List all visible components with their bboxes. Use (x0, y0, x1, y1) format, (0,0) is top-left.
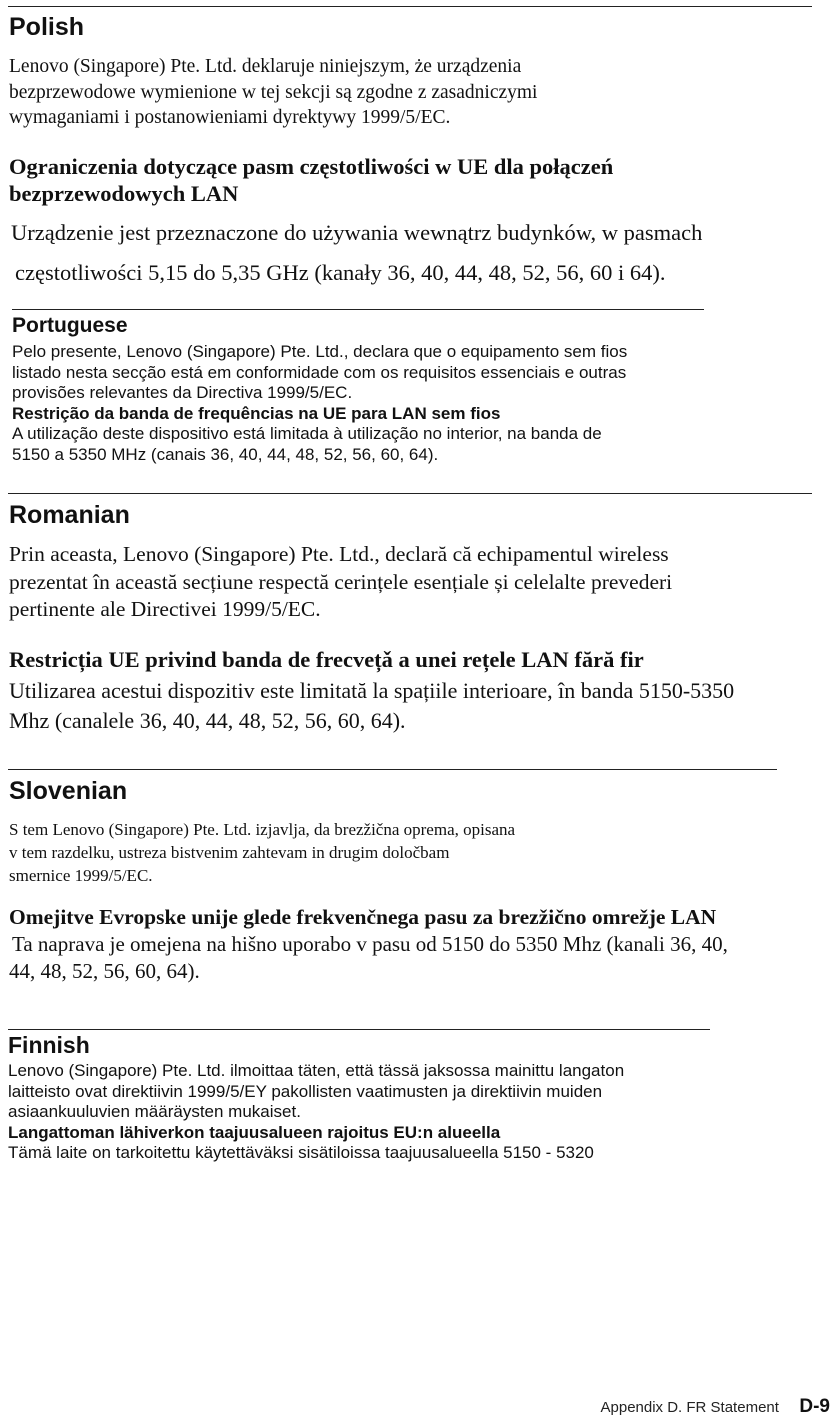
text-line: Lenovo (Singapore) Pte. Ltd. deklaruje niniejszym, że urządzenia (9, 56, 522, 77)
text-line: 5150 a 5350 MHz (canais 36, 40, 44, 48, 52, 56, 60, 64). (12, 444, 439, 464)
section-divider (8, 6, 812, 7)
text-line: Prin aceasta, Lenovo (Singapore) Pte. Ltd., declară că echipamentul wireless (9, 542, 669, 566)
text-line: bezprzewodowych LAN (9, 181, 239, 206)
text-line: pertinente ale Directivei 1999/5/EC. (9, 597, 321, 621)
text-line: wymaganiami i postanowieniami dyrektywy 1999/5/EC. (9, 107, 451, 128)
page-number: D-9 (799, 1396, 830, 1417)
heading-finnish: Finnish (8, 1032, 90, 1058)
section-divider (8, 1029, 710, 1030)
section-divider (8, 769, 777, 770)
slovenian-restriction-title: Omejitve Evropske unije glede frekvenčnega pasu za brezžično omrežje LAN (9, 905, 717, 929)
romanian-restriction-text (9, 676, 734, 736)
finnish-declaration (8, 1061, 624, 1164)
page-footer (560, 1396, 830, 1418)
text-line: prezentat în această secțiune respectă cerințele esențiale și celelalte prevederi (9, 569, 673, 594)
text-line: A utilização deste dispositivo está limitada à utilização no interior, na banda de (12, 424, 602, 443)
heading-romanian: Romanian (9, 501, 130, 529)
text-line: Pelo presente, Lenovo (Singapore) Pte. Ltd., declara que o equipamento sem fios (12, 342, 628, 361)
slovenian-restriction-text (9, 931, 728, 985)
polish-restriction-text (11, 213, 702, 293)
text-line: provisões relevantes da Directiva 1999/5/EC. (12, 383, 353, 402)
text-line: Lenovo (Singapore) Pte. Ltd. ilmoittaa täten, että tässä jaksossa mainittu langaton (8, 1061, 625, 1080)
slovenian-declaration (9, 818, 515, 887)
heading-slovenian: Slovenian (9, 777, 128, 805)
text-line: Tämä laite on tarkoitettu käytettäväksi sisätiloissa taajuusalueella 5150 - 5320 (8, 1143, 594, 1162)
romanian-restriction-title: Restricția UE privind banda de frecvețǎ a unei rețele LAN fără fir (9, 647, 644, 672)
text-line: laitteisto ovat direktiivin 1999/5/EY pakollisten vaatimusten ja direktiivin muiden (8, 1081, 603, 1101)
text-line: Ograniczenia dotyczące pasm częstotliwości w UE dla połączeń (9, 154, 614, 179)
text-line: 44, 48, 52, 56, 60, 64). (9, 959, 200, 983)
portuguese-declaration (12, 342, 627, 465)
text-line: asiaankuuluvien määräysten mukaiset. (8, 1102, 301, 1121)
text-line: Mhz (canalele 36, 40, 44, 48, 52, 56, 60, 64). (9, 708, 406, 733)
finnish-restriction-title: Langattoman lähiverkon taajuusalueen rajoitus EU:n alueella (8, 1122, 501, 1142)
text-line: częstotliwości 5,15 do 5,35 GHz (kanały 36, 40, 44, 48, 52, 56, 60 i 64). (15, 260, 666, 285)
polish-declaration (9, 54, 537, 131)
polish-restriction-title (9, 153, 613, 207)
portuguese-restriction-title: Restrição da banda de frequências na UE para LAN sem fios (12, 403, 501, 423)
section-divider (12, 309, 704, 310)
romanian-declaration (9, 541, 672, 624)
text-line: Utilizarea acestui dispozitiv este limitată la spațiile interioare, în banda 5150-5350 (9, 678, 735, 703)
text-line: S tem Lenovo (Singapore) Pte. Ltd. izjavlja, da brezžična oprema, opisana (9, 820, 516, 839)
text-line: Ta naprava je omejena na hišno uporabo v pasu od 5150 do 5350 Mhz (kanali 36, 40, (12, 932, 728, 956)
heading-portuguese: Portuguese (12, 314, 128, 337)
heading-polish: Polish (9, 13, 85, 41)
text-line: smernice 1999/5/EC. (9, 866, 153, 885)
text-line: v tem razdelku, ustreza bistvenim zahtevam in drugim določbam (9, 843, 450, 862)
section-divider (8, 493, 812, 494)
text-line: listado nesta secção está em conformidade com os requisitos essenciais e outras (12, 362, 627, 382)
text-line: Urządzenie jest przeznaczone do używania wewnątrz budynków, w pasmach (11, 220, 703, 245)
footer-section-label: Appendix D. FR Statement (600, 1399, 779, 1416)
text-line: bezprzewodowe wymienione w tej sekcji są zgodne z zasadniczymi (9, 81, 538, 103)
